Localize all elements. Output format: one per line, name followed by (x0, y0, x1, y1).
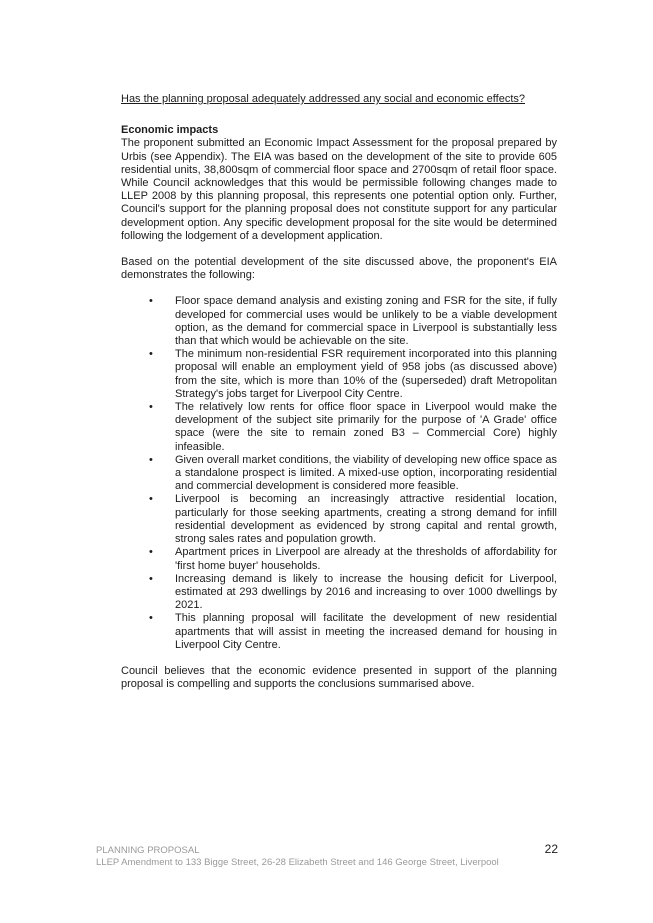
bullet-icon: • (149, 546, 153, 559)
list-item (149, 493, 557, 546)
paragraph-conclusion: Council believes that the economic evidence presented in support of the planning proposal is compelling and supports the conclusions summarised above. (121, 664, 557, 691)
list-item-text: The relatively low rents for office floor space in Liverpool would make the development of the subject site primarily for the purpose of 'A Grade' office space (were the site to remain zoned B3 – Commercial Core) highly infeasible. (175, 401, 557, 453)
footer-row (96, 844, 558, 857)
bullet-icon: • (149, 493, 153, 506)
eia-findings-list (121, 295, 557, 651)
paragraph-eia-intro: Based on the potential development of the site discussed above, the proponent's EIA demonstrates the following: (121, 256, 557, 282)
bullet-icon: • (149, 348, 153, 361)
list-item (149, 401, 557, 454)
list-item-text: Liverpool is becoming an increasingly attractive residential location, particularly for those seeking apartments, creating a strong demand for infill residential development as evidenced by strong capital and rental growth, strong sales rates and population growth. (175, 493, 557, 546)
bullet-icon: • (149, 572, 153, 585)
footer-subtitle: LLEP Amendment to 133 Bigge Street, 26-28 Elizabeth Street and 146 George Street, Liverpool (96, 856, 499, 868)
list-item (149, 348, 557, 401)
list-item-text: This planning proposal will facilitate the development of new residential apartments that will assist in meeting the increased demand for housing in Liverpool City Centre. (175, 612, 557, 651)
page-content (121, 93, 557, 691)
list-item-text: The minimum non-residential FSR requirement incorporated into this planning proposal will enable an employment yield of 958 jobs (as discussed above) from the site, which is more than 10% of the (superseded) draft Metropolitan Strategy's jobs target for Liverpool City Centre. (175, 348, 557, 400)
section-heading: Economic impacts (121, 124, 219, 137)
list-item-text: Floor space demand analysis and existing zoning and FSR for the site, if fully developed for commercial uses would be unlikely to be a viable development option, as the demand for commercial space in Liverpool is substantially less than that which would be achievable on the site. (175, 295, 557, 348)
list-item (149, 572, 557, 613)
section-question: Has the planning proposal adequately addressed any social and economic effects? (121, 93, 526, 105)
list-item (149, 453, 557, 494)
list-item-text: Given overall market conditions, the viability of developing new office space as a standalone prospect is limited. A mixed-use option, incorporating residential and commercial development is considered more feasible. (175, 453, 557, 493)
footer-title: PLANNING PROPOSAL (96, 845, 200, 856)
list-item (149, 546, 557, 572)
bullet-icon: • (149, 612, 153, 625)
list-item (149, 295, 557, 348)
list-item (149, 612, 557, 652)
page-number: 22 (544, 842, 558, 856)
list-item-text: Increasing demand is likely to increase the housing deficit for Liverpool, estimated at 293 dwellings by 2016 and increasing to over 1000 dwellings by 2021. (175, 572, 557, 612)
bullet-icon: • (149, 295, 153, 308)
list-item-text: Apartment prices in Liverpool are already at the thresholds of affordability for 'first home buyer' households. (175, 546, 557, 572)
page-footer (96, 844, 558, 868)
bullet-icon: • (149, 401, 153, 414)
paragraph-eia-summary: The proponent submitted an Economic Impact Assessment for the proposal prepared by Urbis (see Appendix). The EIA was based on the development of the site to provide 605 residential units, 38,800sqm of commercial floor space and 2700sqm of retail floor space. While Council acknowledges that this would be permissible following changes made to LLEP 2008 by this planning proposal, this represents one potential option only. Further, Council's support for the planning proposal does not constitute support for any particular development option. Any specific development proposal for the site would be determined following the lodgement of a development application. (121, 137, 557, 242)
bullet-icon: • (149, 453, 153, 466)
